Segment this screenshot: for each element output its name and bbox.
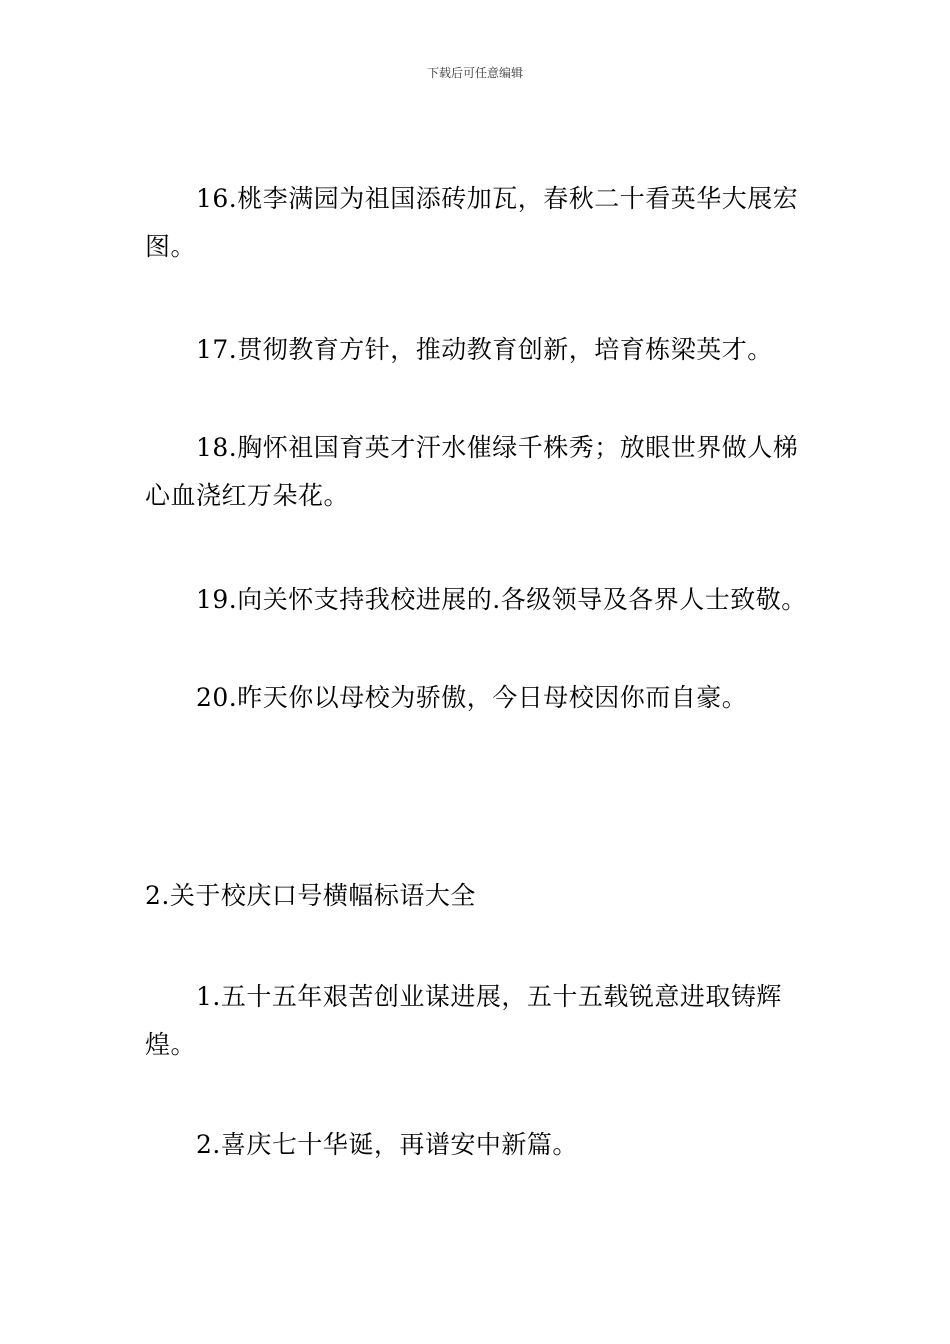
- slogan-20: 20.昨天你以母校为骄傲，今日母校因你而自豪。: [196, 683, 748, 712]
- slogan-17: 17.贯彻教育方针，推动教育创新，培育栋梁英才。: [196, 335, 773, 364]
- slogan-16: 16.桃李满园为祖国添砖加瓦，春秋二十看英华大展宏图。: [145, 184, 799, 261]
- slogan-19: 19.向关怀支持我校进展的.各级领导及各界人士致敬。: [196, 585, 807, 614]
- page-header: 下载后可任意编辑: [426, 66, 523, 80]
- slogan-18: 18.胸怀祖国育英才汗水催绿千株秀；放眼世界做人梯心血浇红万朵花。: [145, 433, 799, 510]
- section-item-1: 1.五十五年艰苦创业谋进展，五十五载锐意进取铸辉煌。: [145, 982, 782, 1059]
- section-heading: 2.关于校庆口号横幅标语大全: [145, 881, 476, 910]
- section-item-2: 2.喜庆七十华诞，再谱安中新篇。: [196, 1130, 578, 1159]
